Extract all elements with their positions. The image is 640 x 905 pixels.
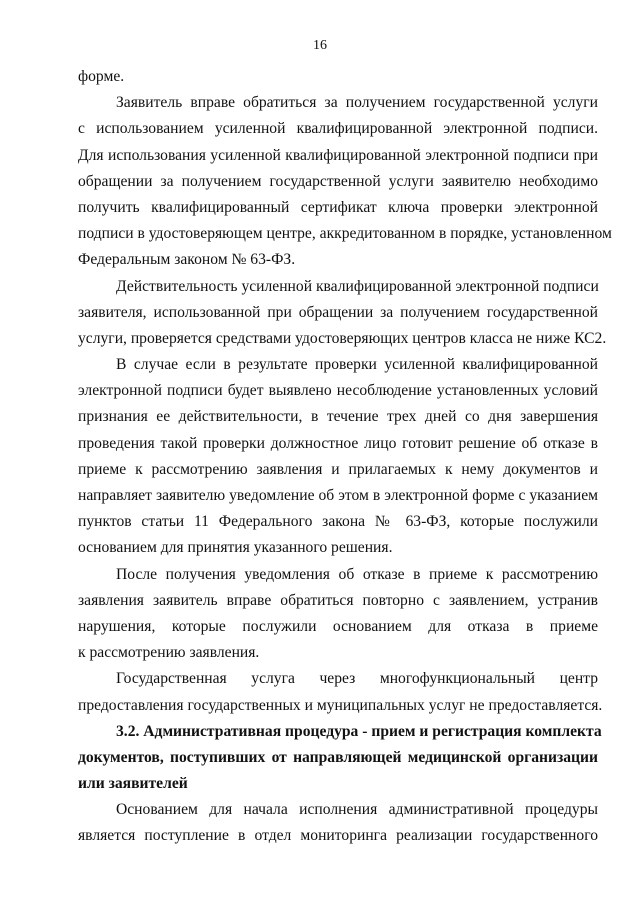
- section-heading-line: или заявителей: [78, 775, 188, 793]
- text-line: к рассмотрению заявления.: [78, 644, 260, 662]
- text-line: заявления заявитель вправе обратиться повторно с заявлением, устранив: [78, 591, 598, 609]
- text-line: проведения такой проверки должностное лицо готовит решение об отказе в: [78, 434, 598, 452]
- text-line: приеме к рассмотрению заявления и прилагаемых к нему документов и: [78, 460, 598, 478]
- text-line: заявителя, использованной при обращении за получением государственной: [78, 303, 598, 321]
- text-line: пунктов статьи 11 Федерального закона № 63-ФЗ, которые послужили: [78, 513, 598, 531]
- text-line: нарушения, которые послужили основанием для отказа в приеме: [78, 617, 598, 635]
- text-line: Заявитель вправе обратиться за получением государственной услуги: [116, 94, 598, 112]
- text-line: признания ее действительности, в течение трех дней со дня завершения: [78, 408, 598, 426]
- text-line: предоставления государственных и муниципальных услуг не предоставляется.: [78, 696, 603, 714]
- section-heading-line: документов, поступивших от направляющей медицинской организации: [78, 748, 598, 766]
- page-number: 16: [313, 38, 327, 53]
- text-line: направляет заявителю уведомление об этом в электронной форме с указанием: [78, 487, 598, 504]
- body-text: [78, 64, 612, 850]
- text-line: Для использования усиленной квалифицированной электронной подписи при: [78, 146, 598, 164]
- text-line: В случае если в результате проверки усиленной квалифицированной: [116, 356, 598, 374]
- text-line: получить квалифицированный сертификат ключа проверки электронной: [78, 198, 598, 216]
- text-line: подписи в удостоверяющем центре, аккредитованном в порядке, установленном: [78, 225, 612, 243]
- text-line: обращении за получением государственной услуги заявителю необходимо: [78, 172, 598, 190]
- text-line: форме.: [78, 68, 125, 85]
- text-line: Федеральным законом № 63-ФЗ.: [78, 251, 296, 269]
- text-line: услуги, проверяется средствами удостоверяющих центров класса не ниже КС2.: [78, 329, 607, 347]
- text-line: основанием для принятия указанного решения.: [78, 539, 393, 557]
- text-line: После получения уведомления об отказе в приеме к рассмотрению: [116, 565, 598, 583]
- text-line: Основанием для начала исполнения административной процедуры: [116, 801, 598, 819]
- section-heading-line: 3.2. Административная процедура - прием и регистрация комплекта: [116, 722, 602, 740]
- text-line: электронной подписи будет выявлено несоблюдение установленных условий: [78, 382, 598, 400]
- text-line: является поступление в отдел мониторинга реализации государственного: [78, 827, 598, 845]
- text-line: Действительность усиленной квалифицированной электронной подписи: [116, 277, 599, 295]
- text-line: Государственная услуга через многофункциональный центр: [116, 670, 598, 688]
- text-line: с использованием усиленной квалифицированной электронной подписи.: [78, 120, 598, 138]
